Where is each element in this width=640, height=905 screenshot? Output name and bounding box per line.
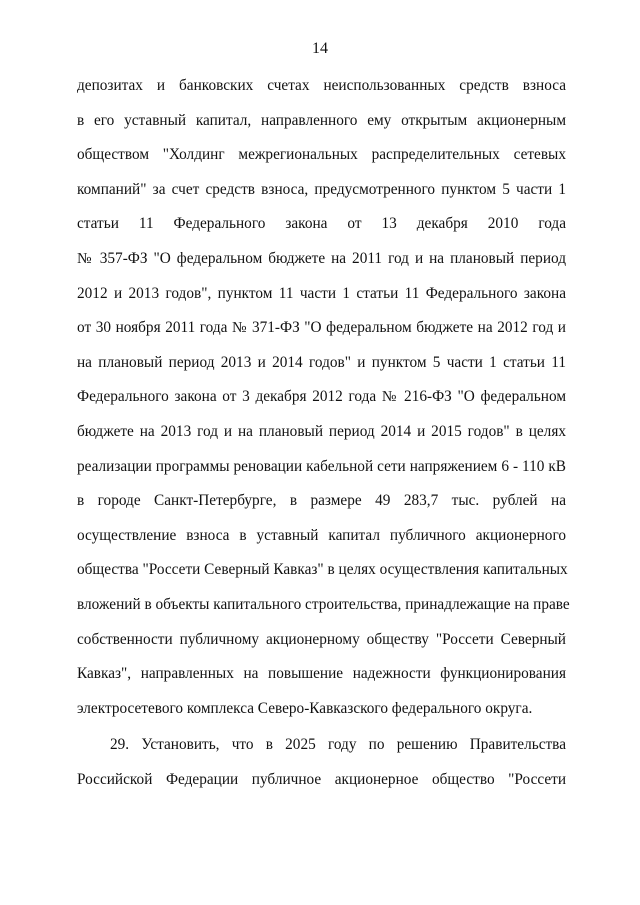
text-line: реализации программы реновации кабельной сети напряжением 6 - 110 кВ [77, 457, 566, 475]
text-line: электросетевого комплекса Северо-Кавказского федерального округа. [77, 699, 533, 717]
text-line: 29. Установить, что в 2025 году по решению Правительства [110, 736, 566, 754]
paragraph-item-29 [77, 728, 566, 797]
text-line: обществом "Холдинг межрегиональных распределительных сетевых [77, 146, 566, 164]
text-line: собственности публичному акционерному обществу "Россети Северный [77, 630, 566, 648]
text-line: статьи 11 Федерального закона от 13 декабря 2010 года [77, 215, 566, 233]
paragraph-continuation [77, 69, 570, 726]
text-line: № 357-ФЗ "О федеральном бюджете на 2011 год и на плановый период [77, 249, 566, 267]
page-number: 14 [312, 40, 328, 57]
text-line: депозитах и банковских счетах неиспользованных средств взноса [77, 77, 566, 94]
text-line: на плановый период 2013 и 2014 годов" и пунктом 5 части 1 статьи 11 [77, 353, 566, 371]
text-line: в его уставный капитал, направленного ему открытым акционерным [77, 111, 566, 129]
text-line: бюджете на 2013 год и на плановый период 2014 и 2015 годов" в целях [77, 422, 566, 440]
document-body [77, 69, 570, 797]
text-line: вложений в объекты капитального строительства, принадлежащие на праве [77, 595, 570, 613]
text-line: компаний" за счет средств взноса, предусмотренного пунктом 5 части 1 [77, 180, 566, 198]
text-line: Федерального закона от 3 декабря 2012 года № 216-ФЗ "О федеральном [77, 388, 566, 406]
text-line: общества "Россети Северный Кавказ" в целях осуществления капитальных [77, 561, 568, 579]
text-line: от 30 ноября 2011 года № 371-ФЗ "О федеральном бюджете на 2012 год и [77, 319, 566, 337]
text-line: в городе Санкт-Петербурге, в размере 49 283,7 тыс. рублей на [77, 492, 566, 510]
text-line: Российской Федерации публичное акционерное общество "Россети [77, 770, 566, 788]
text-line: 2012 и 2013 годов", пунктом 11 части 1 статьи 11 Федерального закона [77, 284, 566, 302]
text-line: Кавказ", направленных на повышение надежности функционирования [77, 665, 566, 683]
text-line: осуществление взноса в уставный капитал публичного акционерного [77, 526, 566, 544]
